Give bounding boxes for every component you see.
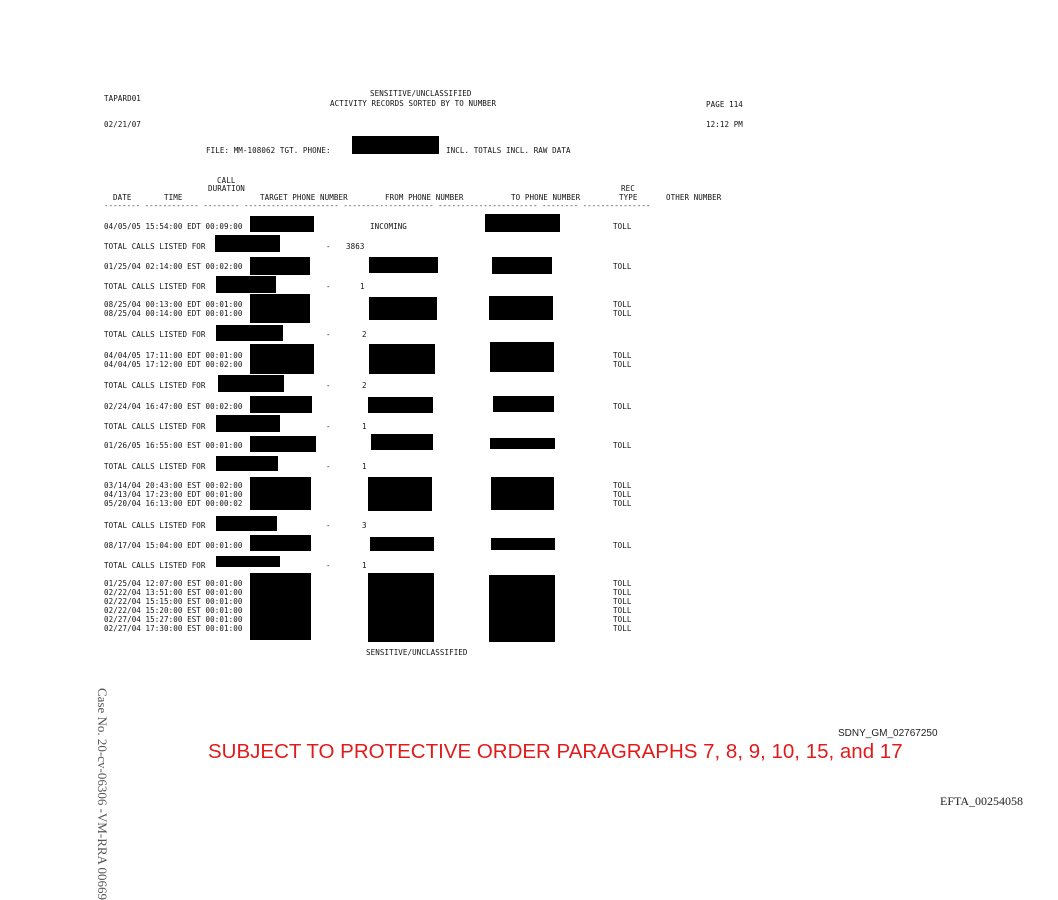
page-number: PAGE 114	[706, 100, 743, 109]
report-title: ACTIVITY RECORDS SORTED BY TO NUMBER	[330, 99, 497, 108]
rec-type: TOLL	[613, 481, 632, 490]
record-row: 02/24/04 16:47:00 EST 00:02:00	[104, 402, 243, 411]
redaction	[250, 477, 311, 510]
redaction	[250, 436, 316, 452]
redaction	[371, 434, 433, 450]
total-label: TOTAL CALLS LISTED FOR	[104, 422, 206, 431]
total-label: TOTAL CALLS LISTED FOR	[104, 330, 206, 339]
redaction	[250, 573, 311, 640]
rec-type: TOLL	[613, 499, 632, 508]
total-label: TOTAL CALLS LISTED FOR	[104, 521, 206, 530]
rec-type: TOLL	[613, 309, 632, 318]
redaction	[485, 214, 560, 232]
col-duration-label: DURATION	[208, 184, 245, 193]
redaction	[490, 342, 554, 372]
record-row: 02/22/04 15:20:00 EST 00:01:00	[104, 606, 243, 615]
redaction	[368, 397, 433, 413]
bates-number: SDNY_GM_02767250	[838, 728, 938, 739]
side-case-stamp: Case No. 20-cv-06306 -VM-RRA 00669	[95, 688, 110, 900]
header-underline: -------- ------------ -------- --------------------- -------------------- ---------------------- -------- ---------------	[104, 201, 651, 210]
protective-order-notice: SUBJECT TO PROTECTIVE ORDER PARAGRAPHS 7, 8, 9, 10, 15, and 17	[208, 740, 903, 763]
redaction	[369, 257, 438, 273]
col-target-label: TARGET PHONE NUMBER	[260, 193, 348, 202]
redaction	[369, 297, 437, 320]
rec-type: TOLL	[613, 351, 632, 360]
record-row: 05/20/04 16:13:00 EDT 00:00:02	[104, 499, 243, 508]
total-dash: -	[326, 462, 331, 471]
total-count: 2	[362, 330, 367, 339]
redaction	[491, 477, 554, 510]
record-row: 02/22/04 15:15:00 EST 00:01:00	[104, 597, 243, 606]
file-line-left: FILE: MM-108062 TGT. PHONE:	[206, 146, 331, 155]
redaction	[489, 575, 555, 642]
col-to-label: TO PHONE NUMBER	[511, 193, 581, 202]
total-count: 1	[362, 462, 367, 471]
redaction	[250, 535, 311, 551]
redaction	[250, 216, 314, 232]
redaction	[218, 375, 284, 392]
redaction	[492, 257, 552, 274]
report-time: 12:12 PM	[706, 120, 743, 129]
record-row: 04/13/04 17:23:00 EDT 00:01:00	[104, 490, 243, 499]
from-incoming: INCOMING	[370, 222, 407, 231]
record-row: 02/27/04 17:30:00 EST 00:01:00	[104, 624, 243, 633]
col-type-label: TYPE	[619, 193, 638, 202]
report-date: 02/21/07	[104, 120, 141, 129]
rec-type: TOLL	[613, 588, 632, 597]
record-row: 02/22/04 13:51:00 EST 00:01:00	[104, 588, 243, 597]
rec-type: TOLL	[613, 441, 632, 450]
record-row: 02/27/04 15:27:00 EST 00:01:00	[104, 615, 243, 624]
redaction	[368, 477, 432, 511]
total-dash: -	[326, 242, 331, 251]
rec-type: TOLL	[613, 222, 632, 231]
total-label: TOTAL CALLS LISTED FOR	[104, 381, 206, 390]
col-call-label: CALL	[217, 176, 236, 185]
total-dash: -	[326, 521, 331, 530]
record-row: 08/25/04 00:14:00 EDT 00:01:00	[104, 309, 243, 318]
rec-type: TOLL	[613, 262, 632, 271]
redaction	[368, 573, 434, 642]
rec-type: TOLL	[613, 597, 632, 606]
total-dash: -	[326, 381, 331, 390]
total-count: 3863	[346, 242, 365, 251]
total-count: 1	[362, 422, 367, 431]
record-row: 01/25/04 12:07:00 EST 00:01:00	[104, 579, 243, 588]
redaction	[216, 325, 283, 341]
record-row: 08/17/04 15:04:00 EDT 00:01:00	[104, 541, 243, 550]
rec-type: TOLL	[613, 579, 632, 588]
redaction	[250, 344, 314, 374]
col-from-label: FROM PHONE NUMBER	[385, 193, 464, 202]
header-classification: SENSITIVE/UNCLASSIFIED	[370, 89, 472, 98]
col-time-label: TIME	[164, 193, 183, 202]
rec-type: TOLL	[613, 606, 632, 615]
record-row: 04/05/05 15:54:00 EDT 00:09:00	[104, 222, 243, 231]
rec-type: TOLL	[613, 490, 632, 499]
record-row: 08/25/04 00:13:00 EDT 00:01:00	[104, 300, 243, 309]
rec-type: TOLL	[613, 300, 632, 309]
redaction	[490, 438, 555, 449]
redaction	[493, 396, 554, 412]
total-dash: -	[326, 330, 331, 339]
redaction	[215, 235, 280, 252]
rec-type: TOLL	[613, 624, 632, 633]
col-other-label: OTHER NUMBER	[666, 193, 722, 202]
redaction	[370, 537, 434, 551]
redaction	[216, 556, 280, 567]
rec-type: TOLL	[613, 402, 632, 411]
record-row: 04/04/05 17:12:00 EDT 00:02:00	[104, 360, 243, 369]
total-dash: -	[326, 282, 331, 291]
total-label: TOTAL CALLS LISTED FOR	[104, 462, 206, 471]
total-count: 3	[362, 521, 367, 530]
redaction	[250, 294, 310, 323]
report-id: TAPARD01	[104, 94, 141, 103]
rec-type: TOLL	[613, 615, 632, 624]
redaction	[369, 344, 435, 374]
redaction	[216, 516, 277, 531]
redaction	[216, 456, 278, 471]
rec-type: TOLL	[613, 541, 632, 550]
total-dash: -	[326, 422, 331, 431]
rec-type: TOLL	[613, 360, 632, 369]
total-count: 2	[362, 381, 367, 390]
total-label: TOTAL CALLS LISTED FOR	[104, 282, 206, 291]
record-row: 01/26/05 16:55:00 EST 00:01:00	[104, 441, 243, 450]
redaction	[250, 257, 310, 275]
footer-classification: SENSITIVE/UNCLASSIFIED	[366, 648, 468, 657]
efta-number: EFTA_00254058	[940, 794, 1024, 808]
redaction	[216, 276, 276, 293]
file-line-right: INCL. TOTALS INCL. RAW DATA	[446, 146, 571, 155]
redaction	[491, 538, 555, 550]
record-row: 04/04/05 17:11:00 EDT 00:01:00	[104, 351, 243, 360]
total-count: 1	[360, 282, 365, 291]
col-rec-label: REC	[621, 184, 635, 193]
total-count: 1	[362, 561, 367, 570]
total-label: TOTAL CALLS LISTED FOR	[104, 242, 206, 251]
record-row: 01/25/04 02:14:00 EST 00:02:00	[104, 262, 243, 271]
record-row: 03/14/04 20:43:00 EST 00:02:00	[104, 481, 243, 490]
redaction	[250, 396, 312, 413]
redaction-target-phone	[352, 136, 439, 154]
redaction	[216, 415, 280, 432]
total-label: TOTAL CALLS LISTED FOR	[104, 561, 206, 570]
redaction	[489, 296, 553, 320]
col-date-label: DATE	[113, 193, 132, 202]
total-dash: -	[326, 561, 331, 570]
